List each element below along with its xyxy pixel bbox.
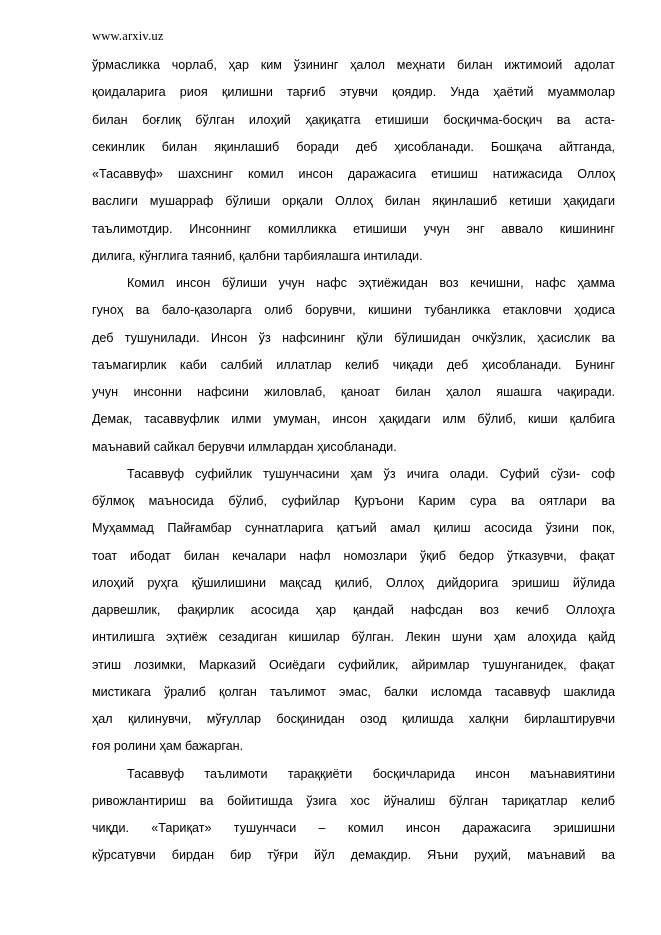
- page-header-site: www.arxiv.uz: [92, 29, 164, 43]
- text-line: учун инсонни нафсини жиловлаб, қаноат билан ҳалол яшашга чақиради.: [92, 385, 615, 399]
- text-line: Тасаввуф суфийлик тушунчасини ҳам ўз ичига олади. Суфий сўзи- соф: [127, 466, 615, 481]
- text-line: дилига, кўнглига таяниб, қалбни тарбиялашга интилади.: [92, 248, 423, 263]
- text-line: ғоя ролини ҳам бажарган.: [92, 739, 244, 754]
- text-line: гуноҳ ва бало-қазоларга олиб борувчи, кишини тубанликка етакловчи ҳодиса: [92, 303, 615, 318]
- text-line: васлиги мушарраф бўлиши орқали Оллоҳ билан яқинлашиб кетиши ҳақидаги: [92, 194, 615, 209]
- text-line: таъмагирлик каби салбий иллатлар келиб чиқади деб ҳисобланади. Бунинг: [92, 357, 615, 372]
- text-line: билан боғлиқ бўлган илоҳий ҳақиқатга етишиши босқичма-босқич ва аста-: [92, 112, 615, 127]
- text-line: деб тушунилади. Инсон ўз нафсининг қўли бўлишидан очкўзлик, ҳасислик ва: [92, 330, 615, 345]
- text-line: маънавий сайкал берувчи илмлардан ҳисобланади.: [92, 439, 397, 454]
- text-line: ҳал қилинувчи, мўғуллар босқинидан озод қилишда халқни бирлаштирувчи: [92, 712, 615, 726]
- text-line: бўлмоқ маъносида бўлиб, суфийлар Қуръони Карим сура ва оятлари ва: [92, 494, 615, 508]
- text-line: қоидаларига риоя қилишни тарғиб этувчи қоядир. Унда ҳаётий муаммолар: [92, 85, 615, 100]
- text-line: секинлик билан яқинлашиб боради деб ҳисобланади. Бошқача айтганда,: [92, 139, 615, 154]
- text-line: дарвешлик, фақирлик асосида ҳар қандай нафсдан воз кечиб Оллоҳга: [92, 603, 615, 617]
- text-line: Тасаввуф таълимоти тараққиёти босқичларида инсон маънавиятини: [127, 766, 615, 781]
- text-line: Комил инсон бўлиши учун нафс эҳтиёжидан воз кечишни, нафс ҳамма: [127, 276, 615, 290]
- text-line: Муҳаммад Пайғамбар суннатларига қатъий амал қилиш асосида ўзини пок,: [92, 521, 615, 536]
- text-line: таълимотдир. Инсоннинг комилликка етишиши учун энг аввало кишининг: [92, 221, 615, 236]
- text-line: чиқди. «Тариқат» тушунчаси – комил инсон даражасига эришишни: [92, 821, 615, 835]
- text-line: кўрсатувчи бирдан бир тўғри йўл демакдир. Яъни руҳий, маънавий ва: [92, 848, 615, 863]
- text-line: ривожлантириш ва бойитишда ўзига хос йўналиш бўлган тариқатлар келиб: [92, 793, 615, 808]
- text-line: ўрмасликка чорлаб, ҳар ким ўзининг ҳалол меҳнати билан ижтимоий адолат: [92, 58, 615, 72]
- text-line: Демак, тасаввуфлик илми умуман, инсон ҳақидаги илм бўлиб, киши қалбига: [92, 412, 615, 427]
- text-line: мистикага ўралиб қолган таълимот эмас, балки исломда тасаввуф шаклида: [92, 684, 615, 699]
- text-line: илоҳий руҳга қўшилишини мақсад қилиб, Оллоҳ дийдорига эришиш йўлида: [92, 575, 615, 590]
- text-line: тоат ибодат билан кечалари нафл номозлари ўқиб бедор ўтказувчи, фақат: [92, 548, 615, 563]
- text-line: интилишга эҳтиёж сезадиган кишилар бўлган. Лекин шуни ҳам алоҳида қайд: [92, 630, 615, 645]
- text-line: этиш лозимки, Марказий Осиёдаги суфийлик, айримлар тушунганидек, фақат: [92, 657, 615, 672]
- body-text: [92, 52, 615, 870]
- text-line: «Тасаввуф» шахснинг комил инсон даражасига етишиш натижасида Оллоҳ: [92, 167, 615, 181]
